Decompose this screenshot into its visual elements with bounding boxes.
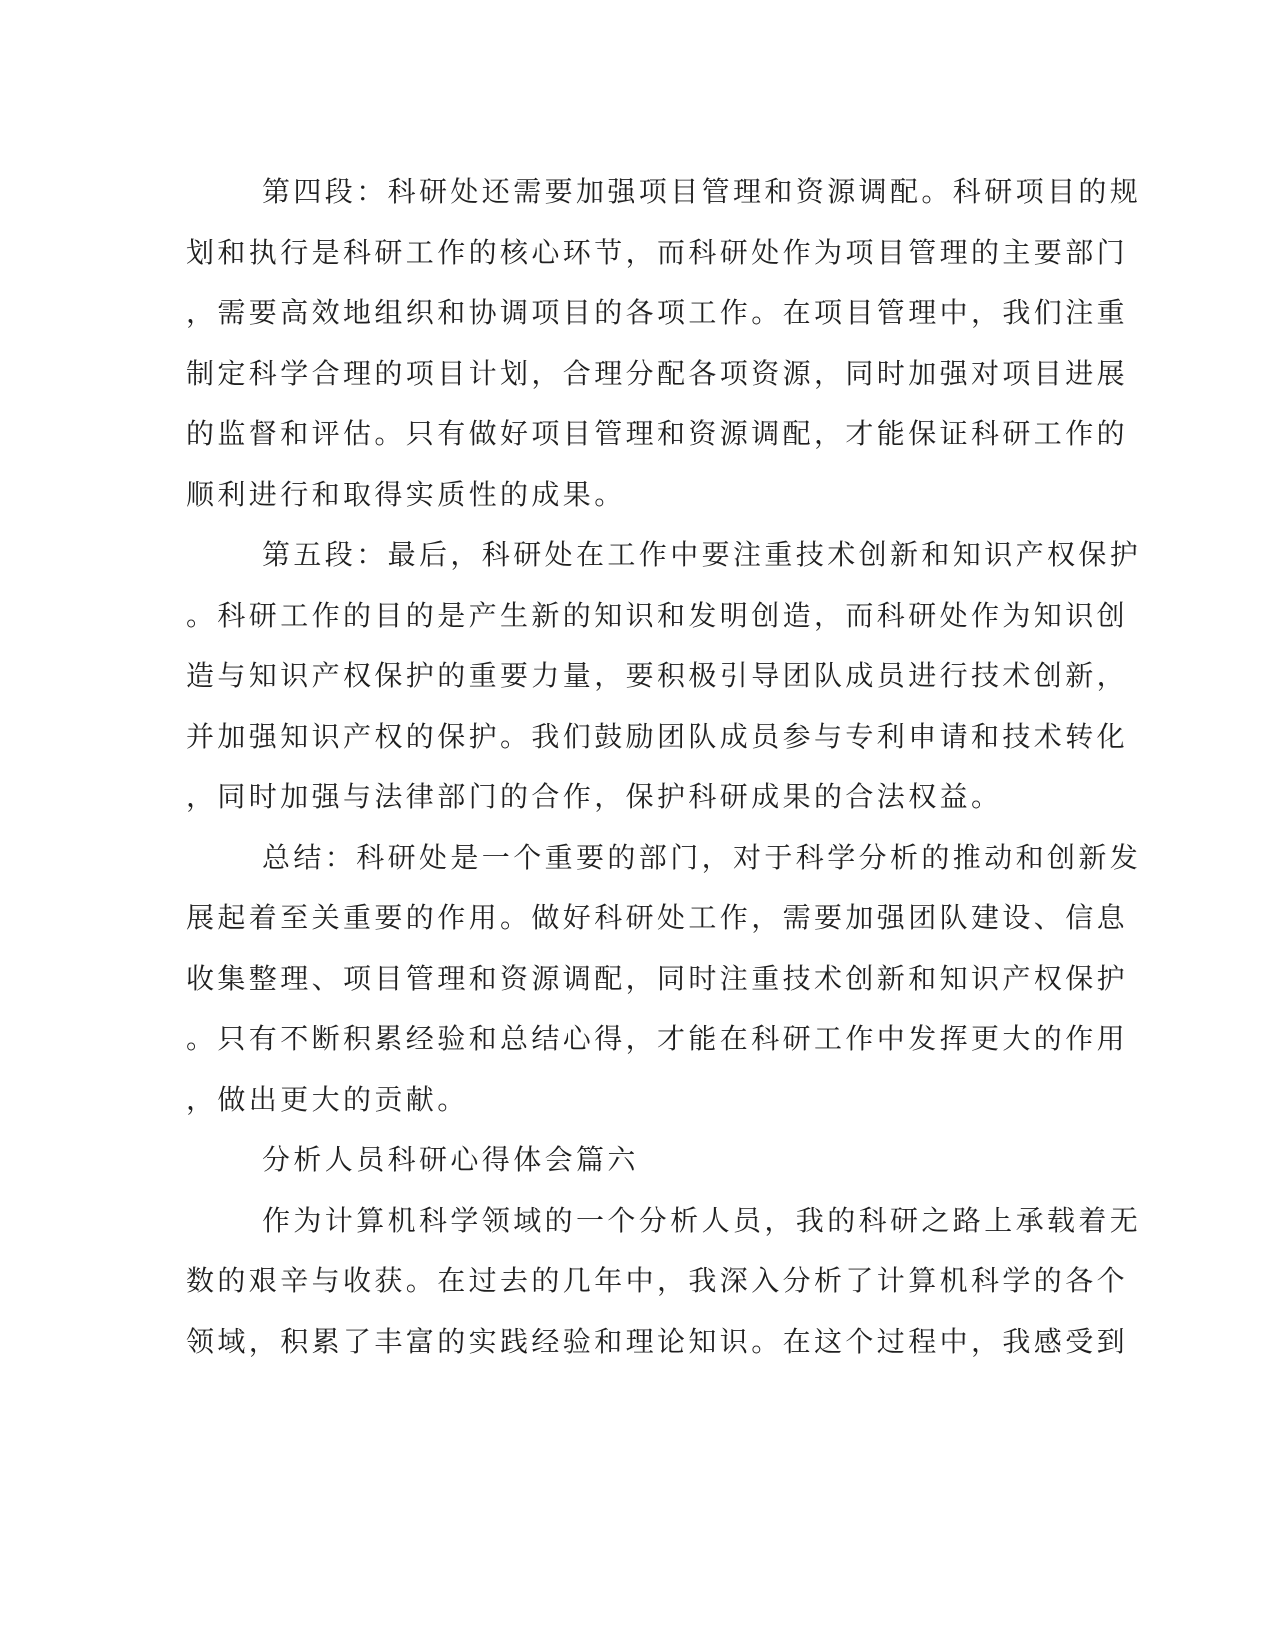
summary-line-3: 收集整理、项目管理和资源调配，同时注重技术创新和知识产权保护 (186, 961, 1129, 995)
paragraph-5-line-5: ，同时加强与法律部门的合作，保护科研成果的合法权益。 (186, 780, 1003, 813)
part-6-intro-line-3: 领域，积累了丰富的实践经验和理论知识。在这个过程中，我感受到 (186, 1324, 1129, 1358)
part-6-intro-line-1: 作为计算机科学领域的一个分析人员，我的科研之路上承载着无 (262, 1203, 1142, 1237)
paragraph-4-line-5: 的监督和评估。只有做好项目管理和资源调配，才能保证科研工作的 (186, 417, 1129, 450)
paragraph-5-line-3: 造与知识产权保护的重要力量，要积极引导团队成员进行技术创新， (186, 659, 1129, 692)
paragraph-4-line-4: 制定科学合理的项目计划，合理分配各项资源，同时加强对项目进展 (186, 356, 1129, 390)
paragraph-4-line-6: 顺利进行和取得实质性的成果。 (186, 477, 626, 511)
paragraph-5-line-1: 第五段：最后，科研处在工作中要注重技术创新和知识产权保护 (262, 538, 1142, 571)
paragraph-5-line-2: 。科研工作的目的是产生新的知识和发明创造，而科研处作为知识创 (186, 598, 1129, 632)
paragraph-4-line-3: ，需要高效地组织和协调项目的各项工作。在项目管理中，我们注重 (186, 296, 1129, 329)
summary-line-4: 。只有不断积累经验和总结心得，才能在科研工作中发挥更大的作用 (186, 1022, 1129, 1055)
summary-line-1: 总结：科研处是一个重要的部门，对于科学分析的推动和创新发 (262, 840, 1142, 874)
paragraph-5-line-4: 并加强知识产权的保护。我们鼓励团队成员参与专利申请和技术转化 (186, 719, 1129, 753)
summary-line-2: 展起着至关重要的作用。做好科研处工作，需要加强团队建设、信息 (186, 901, 1129, 934)
document-body (186, 162, 1142, 1372)
section-title-part-6: 分析人员科研心得体会篇六 (262, 1143, 639, 1176)
paragraph-4-line-1: 第四段：科研处还需要加强项目管理和资源调配。科研项目的规 (262, 175, 1142, 208)
paragraph-4-line-2: 划和执行是科研工作的核心环节，而科研处作为项目管理的主要部门 (186, 235, 1129, 269)
part-6-intro-line-2: 数的艰辛与收获。在过去的几年中，我深入分析了计算机科学的各个 (186, 1264, 1129, 1297)
summary-line-5: ，做出更大的贡献。 (186, 1082, 469, 1116)
